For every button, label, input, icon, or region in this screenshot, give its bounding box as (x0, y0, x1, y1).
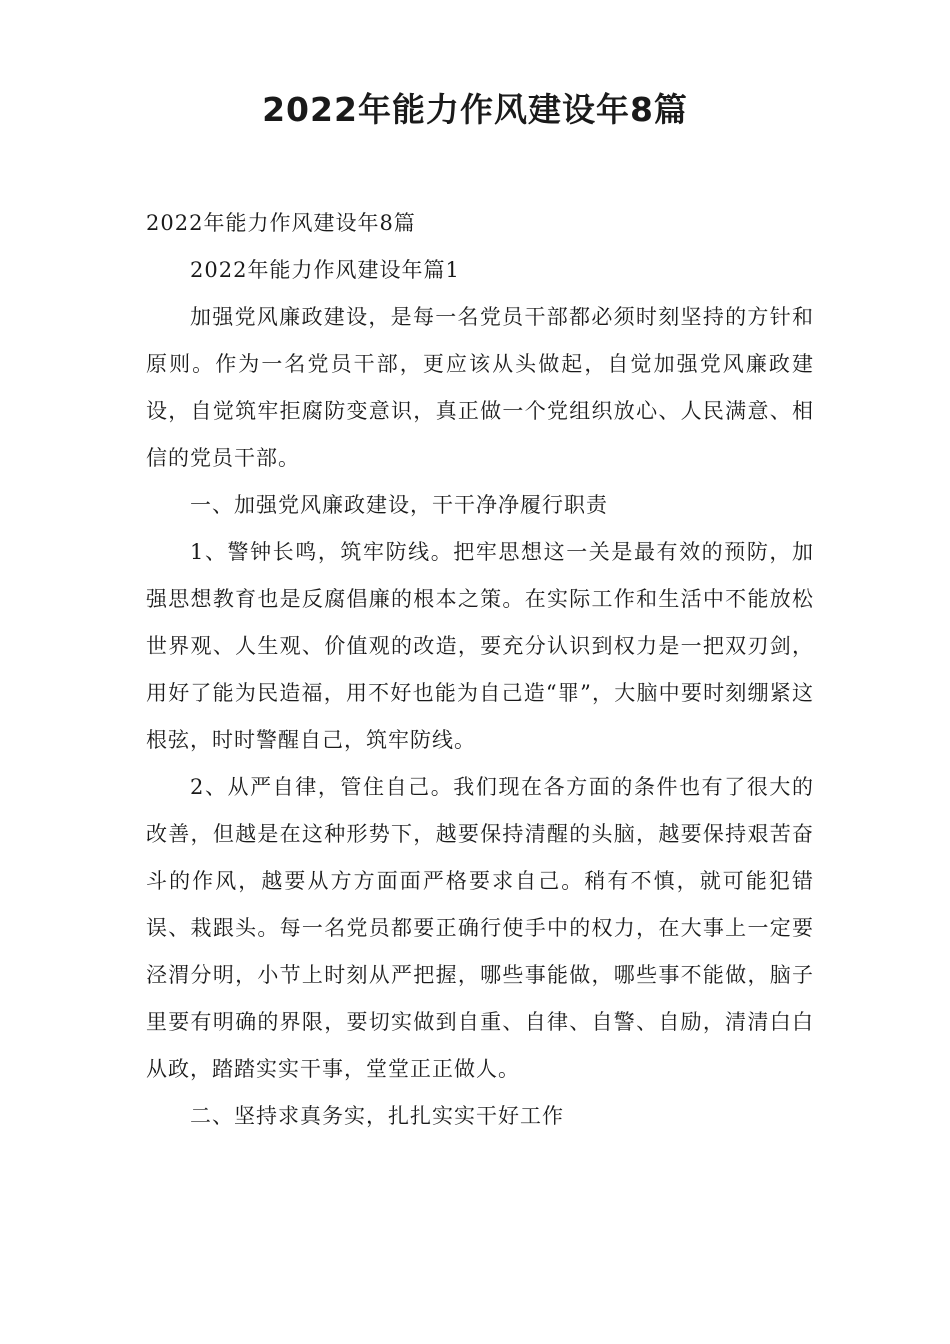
document-body (146, 200, 814, 1140)
paragraph-point-one: 1、警钟长鸣，筑牢防线。把牢思想这一关是最有效的预防，加强思想教育也是反腐倡廉的根本之策。在实际工作和生活中不能放松世界观、人生观、价值观的改造，要充分认识到权力是一把双刃剑，用好了能为民造福，用不好也能为自己造“罪”，大脑中要时刻绷紧这根弦，时时警醒自己，筑牢防线。 (146, 540, 814, 752)
document-subtitle: 2022年能力作风建设年8篇 (146, 211, 416, 235)
section-heading: 2022年能力作风建设年篇1 (190, 258, 460, 282)
heading-part-two: 二、坚持求真务实，扎扎实实干好工作 (190, 1104, 564, 1128)
paragraph-intro: 加强党风廉政建设，是每一名党员干部都必须时刻坚持的方针和原则。作为一名党员干部，更应该从头做起，自觉加强党风廉政建设，自觉筑牢拒腐防变意识，真正做一个党组织放心、人民满意、相信的党员干部。 (146, 305, 814, 470)
heading-part-one: 一、加强党风廉政建设，干干净净履行职责 (190, 493, 608, 517)
paragraph-point-two: 2、从严自律，管住自己。我们现在各方面的条件也有了很大的改善，但越是在这种形势下，越要保持清醒的头脑，越要保持艰苦奋斗的作风，越要从方方面面严格要求自己。稍有不慎，就可能犯错误、栽跟头。每一名党员都要正确行使手中的权力，在大事上一定要泾渭分明，小节上时刻从严把握，哪些事能做，哪些事不能做，脑子里要有明确的界限，要切实做到自重、自律、自警、自励，清清白白从政，踏踏实实干事，堂堂正正做人。 (146, 775, 814, 1081)
document-title: 2022年能力作风建设年8篇 (262, 90, 688, 129)
